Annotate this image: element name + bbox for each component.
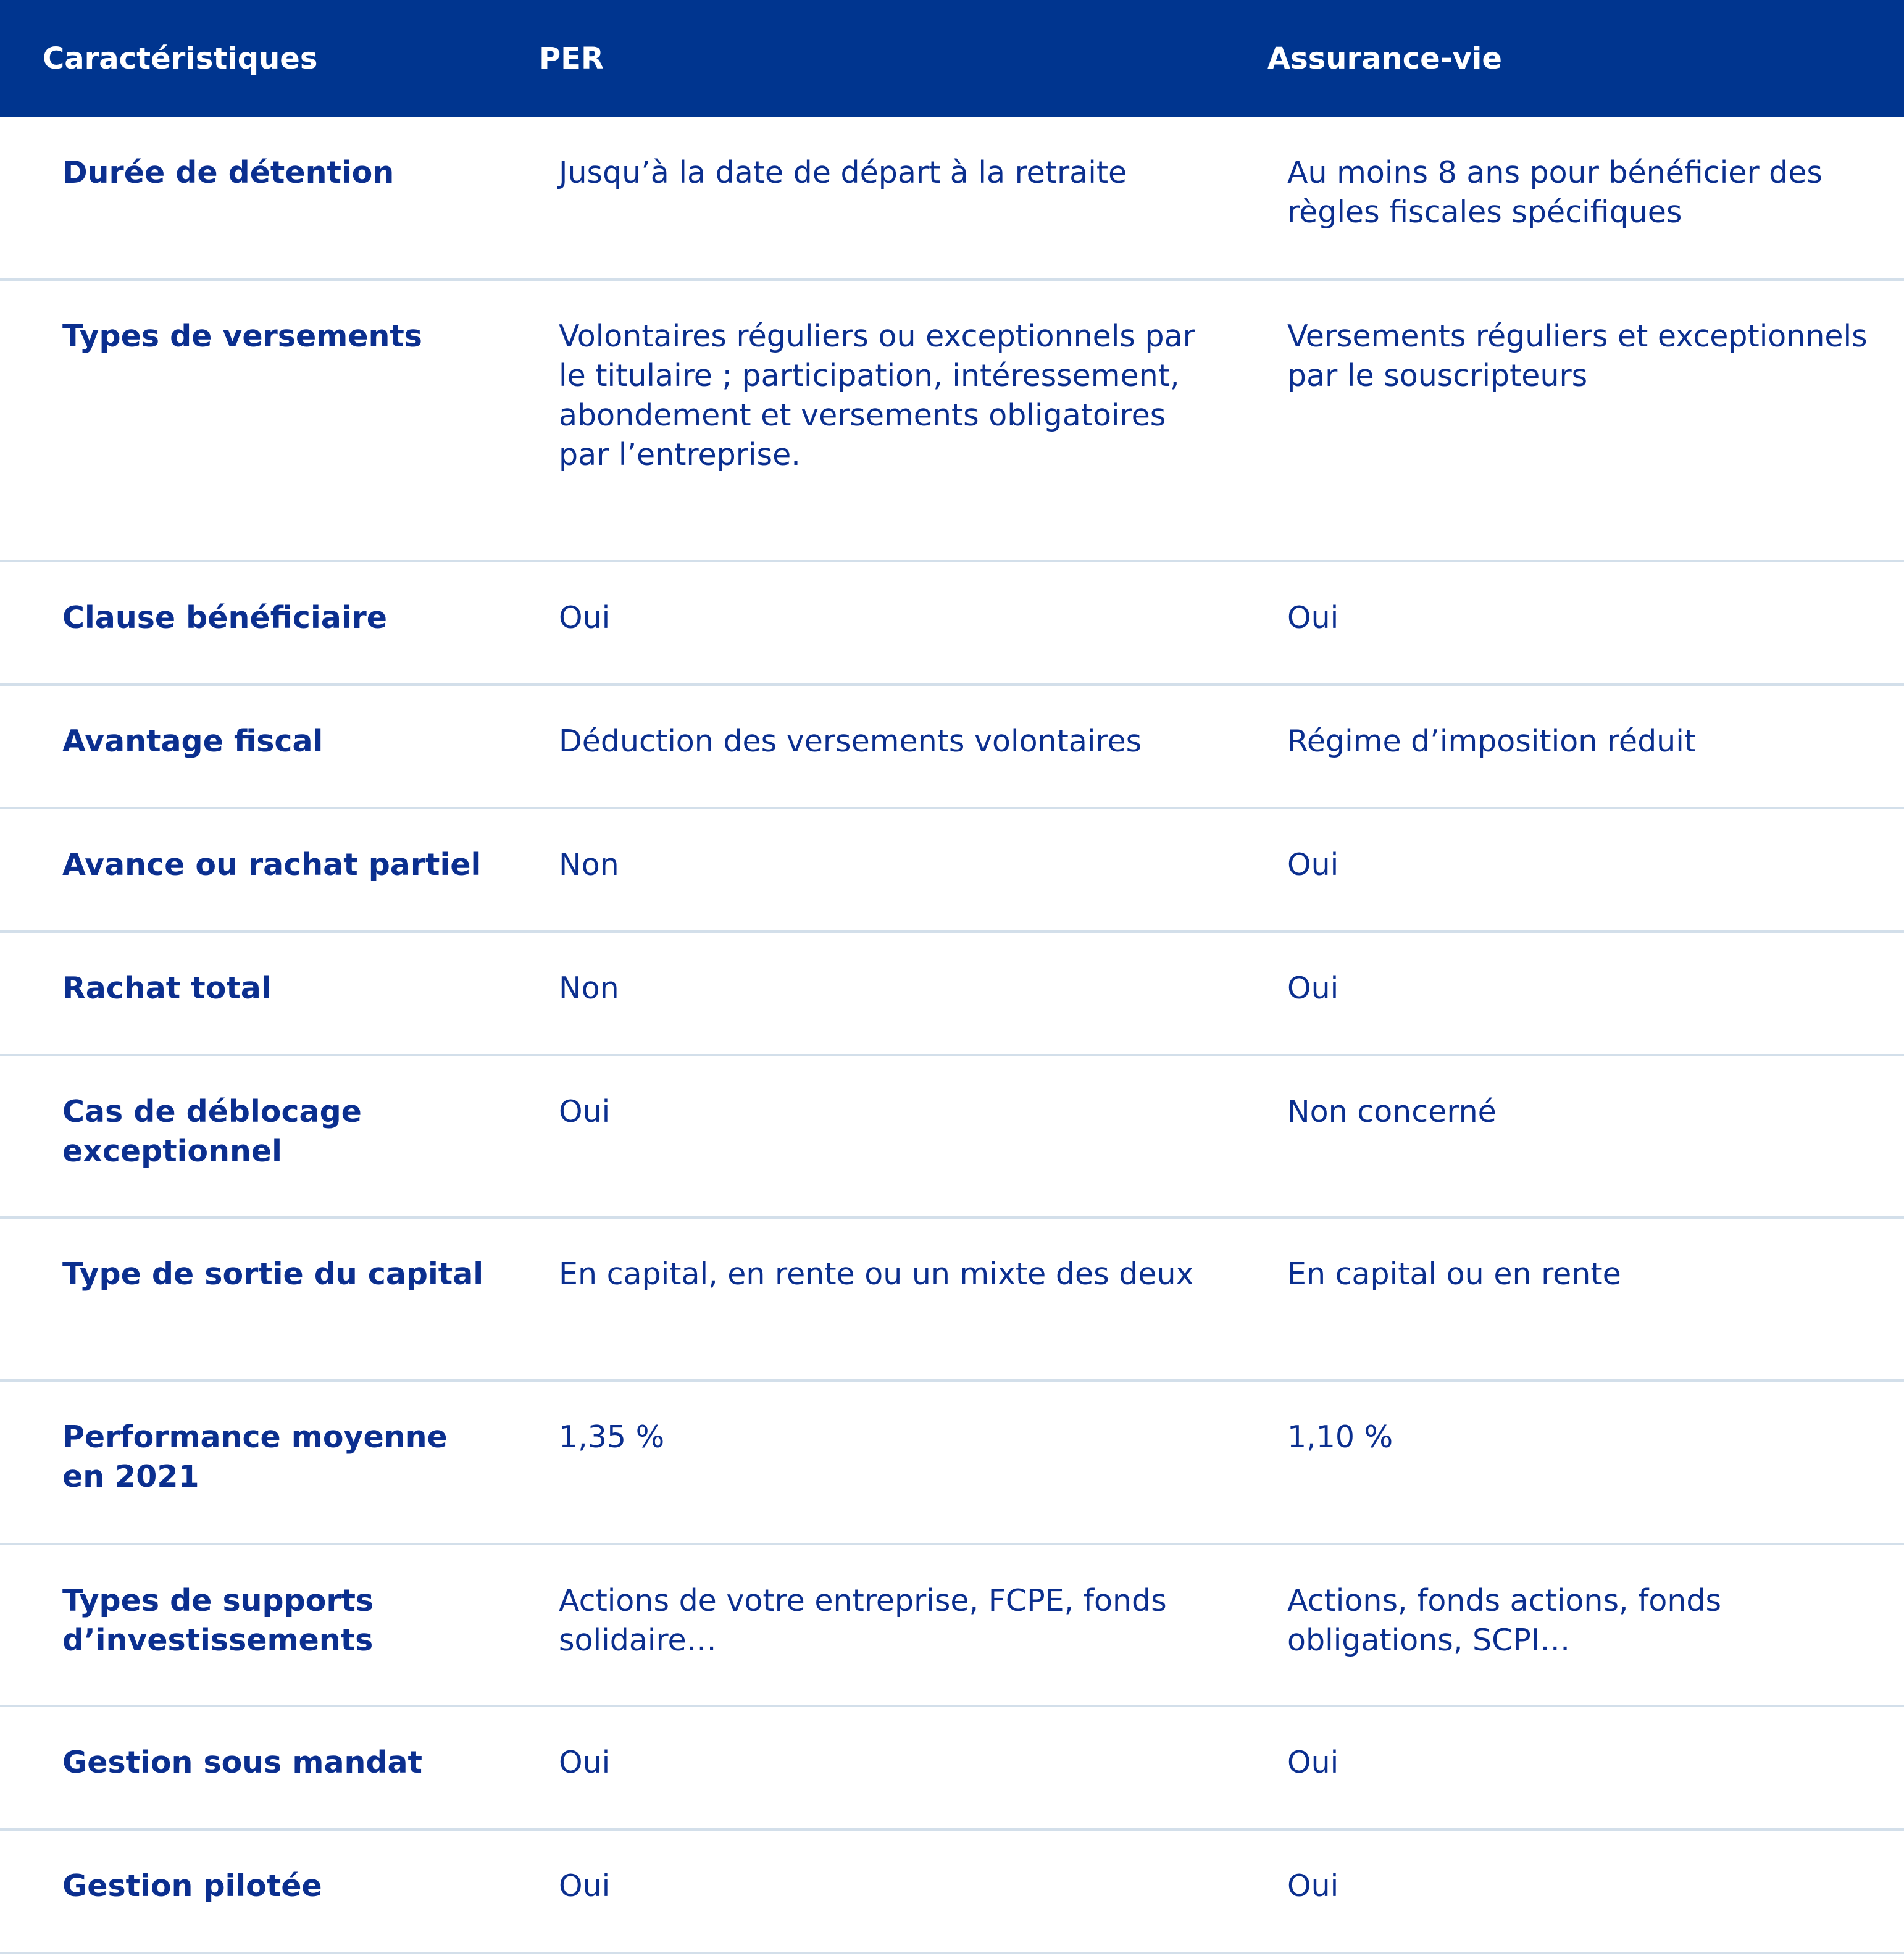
table-row <box>0 809 1904 933</box>
row-label: Clause bénéficiaire <box>62 600 388 635</box>
per-value: Oui <box>559 600 611 635</box>
per-value: Oui <box>559 1745 611 1780</box>
per-value: En capital, en rente ou un mixte des deux <box>559 1256 1194 1292</box>
row-label: Types de versements <box>62 319 422 354</box>
table-row <box>0 562 1904 686</box>
table-row <box>0 117 1904 281</box>
per-value: Oui <box>559 1868 611 1904</box>
assurance-vie-value: En capital ou en rente <box>1287 1256 1621 1292</box>
per-value: Jusqu’à la date de départ à la retraite <box>559 155 1127 190</box>
row-label: Gestion pilotée <box>62 1868 322 1904</box>
table-row <box>0 686 1904 809</box>
row-label: Avantage fiscal <box>62 724 324 759</box>
assurance-vie-value: Régime d’imposition réduit <box>1287 724 1697 759</box>
assurance-vie-value: Non concerné <box>1287 1094 1497 1129</box>
table-row <box>0 933 1904 1056</box>
per-value: Oui <box>559 1094 611 1129</box>
assurance-vie-value: Actions, fonds actions, fonds obligations, SCPI… <box>1287 1583 1722 1658</box>
row-label: Avance ou rachat partiel <box>62 847 482 882</box>
assurance-vie-value: 1,10 % <box>1287 1419 1393 1455</box>
table-row <box>0 1056 1904 1219</box>
table-row <box>0 1707 1904 1831</box>
header-per: PER <box>539 41 604 76</box>
per-value: 1,35 % <box>559 1419 665 1455</box>
table-row <box>0 1831 1904 1954</box>
header-characteristics: Caractéristiques <box>43 41 318 76</box>
row-label: Types de supports d’investissements <box>62 1583 374 1658</box>
table-header <box>0 0 1904 117</box>
row-label: Gestion sous mandat <box>62 1745 422 1780</box>
row-label: Type de sortie du capital <box>62 1256 484 1292</box>
assurance-vie-value: Oui <box>1287 1745 1339 1780</box>
row-label: Durée de détention <box>62 155 395 190</box>
assurance-vie-value: Oui <box>1287 1868 1339 1904</box>
per-value: Non <box>559 847 619 882</box>
assurance-vie-value: Oui <box>1287 600 1339 635</box>
per-value: Volontaires réguliers ou exceptionnels par le titulaire ; participation, intéressement, abondement et versements obligatoires par l’entreprise. <box>559 319 1195 472</box>
table-row <box>0 1382 1904 1545</box>
per-value: Actions de votre entreprise, FCPE, fonds solidaire… <box>559 1583 1167 1658</box>
per-value: Non <box>559 971 619 1006</box>
row-label: Performance moyenne en 2021 <box>62 1419 448 1494</box>
assurance-vie-value: Au moins 8 ans pour bénéficier des règles fiscales spécifiques <box>1287 155 1823 230</box>
assurance-vie-value: Oui <box>1287 847 1339 882</box>
header-assurance-vie: Assurance-vie <box>1267 41 1502 76</box>
table-row <box>0 1545 1904 1707</box>
table-row <box>0 1219 1904 1382</box>
row-label: Cas de déblocage exceptionnel <box>62 1094 362 1169</box>
assurance-vie-value: Oui <box>1287 971 1339 1006</box>
per-value: Déduction des versements volontaires <box>559 724 1142 759</box>
assurance-vie-value: Versements réguliers et exceptionnels par le souscripteurs <box>1287 319 1868 393</box>
row-label: Rachat total <box>62 971 272 1006</box>
table-row <box>0 281 1904 562</box>
